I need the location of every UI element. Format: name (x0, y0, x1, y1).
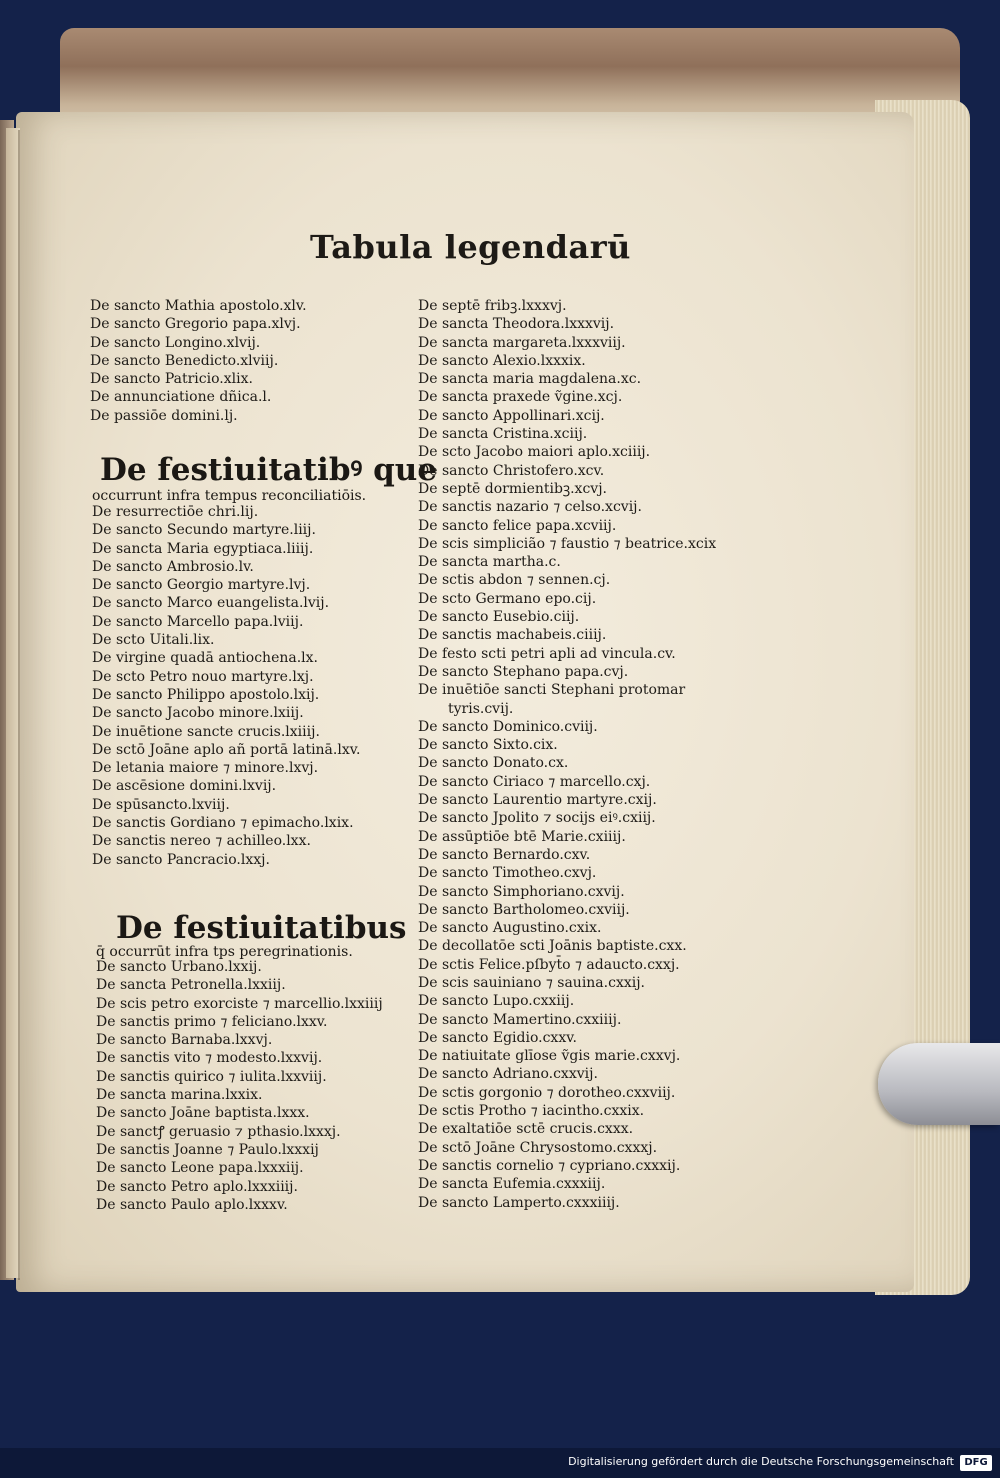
toc-entry: De sancto Longino.xlvij. (90, 334, 261, 351)
toc-entry: De resurrectiōe chri.lij. (92, 504, 259, 520)
section-two-subheading: q̄ occurrūt infra tps peregrinationis. (96, 944, 353, 960)
toc-entry: De sancto Jpolito ⁊ socijs eiꝰ.cxiij. (418, 810, 656, 827)
toc-entry: De sancta maria magdalena.xc. (418, 371, 642, 388)
toc-entry: De sancto Paulo aplo.lxxxv. (96, 1196, 288, 1213)
toc-entry: De sancto Dominico.cviij. (418, 718, 598, 735)
toc-entry: De scto Uitali.lix. (92, 632, 215, 649)
toc-entry: De sanctis quirico ⁊ iulita.lxxviij. (96, 1068, 327, 1085)
toc-entry: De scis sauiniano ⁊ sauina.cxxij. (418, 974, 646, 991)
toc-entry: De sancto Eusebio.ciij. (418, 609, 580, 626)
toc-entry: De sanctis nazario ⁊ celso.xcvij. (418, 499, 642, 516)
toc-entry: De sctō Joāne Chrysostomo.cxxxj. (418, 1139, 658, 1156)
toc-entry: tyris.cvij. (448, 700, 514, 717)
toc-entry: De sancto Ambrosio.lv. (92, 558, 254, 575)
toc-entry: De sancto Secundo martyre.liij. (92, 522, 316, 539)
toc-entry: De sancta martha.c. (418, 554, 561, 571)
toc-entry: De sancto Leone papa.lxxxiij. (96, 1160, 304, 1177)
left-column-c (96, 958, 383, 1214)
toc-entry: De sancta Petronella.lxxiij. (96, 977, 286, 994)
toc-entry: De sancto Appollinari.xcij. (418, 407, 605, 424)
toc-entry: De sanctis cornelio ⁊ cypriano.cxxxij. (418, 1157, 681, 1174)
toc-entry: De sancto Bartholomeo.cxviij. (418, 901, 630, 918)
toc-entry: De scto Jacobo maiori aplo.xciiij. (418, 444, 651, 461)
toc-entry: De sancto Philippo apostolo.lxij. (92, 686, 320, 703)
toc-entry: De sancto Patricio.xlix. (90, 371, 253, 388)
page-title: Tabula legendarū (310, 228, 631, 266)
toc-entry: De sancto Mathia apostolo.xlv. (90, 298, 307, 314)
toc-entry: De sctis gorgonio ⁊ dorotheo.cxxviij. (418, 1084, 676, 1101)
toc-entry: De sancto Barnaba.lxxvj. (96, 1032, 273, 1049)
toc-entry: De septē fribꝫ.lxxxvj. (418, 298, 567, 314)
toc-entry: De sancto Marco euangelista.lvij. (92, 595, 330, 612)
footer-credit: Digitalisierung gefördert durch die Deutsche Forschungsgemeinschaft (568, 1455, 954, 1468)
toc-entry: De sancta Theodora.lxxxvij. (418, 316, 615, 333)
toc-entry: De sanctꝭ geruasio ⁊ pthasio.lxxxj. (96, 1123, 341, 1140)
gutter-line (18, 130, 20, 1280)
toc-entry: De inuētiōe sancti Stephani protomar (418, 682, 686, 699)
section-one-subheading: occurrunt infra tempus reconciliatiōis. (92, 488, 367, 504)
toc-entry: De septē dormientibꝫ.xcvj. (418, 480, 607, 497)
footer-bar (0, 1448, 1000, 1478)
toc-entry: De scis petro exorciste ⁊ marcellio.lxxiiij (96, 995, 383, 1012)
section-two-heading: De festiuitatibus (116, 910, 407, 946)
toc-entry: De virgine quadā antiochena.lx. (92, 650, 318, 667)
toc-entry: De sctis Felice.pſbyt̄o ⁊ adaucto.cxxj. (418, 956, 680, 973)
toc-entry: De natiuitate glīose ṽgis marie.cxxvj. (418, 1048, 681, 1065)
toc-entry: De sancto Timotheo.cxvj. (418, 865, 597, 882)
toc-entry: De sancto Alexio.lxxxix. (418, 352, 586, 369)
toc-entry: De sanctis Gordiano ⁊ epimacho.lxix. (92, 815, 354, 832)
toc-entry: De sancto Lamperto.cxxxiiij. (418, 1194, 620, 1211)
toc-entry: De sanctis machabeis.ciiij. (418, 627, 607, 644)
toc-entry: De sctis abdon ⁊ sennen.cj. (418, 572, 611, 589)
toc-entry: De sancta Cristina.xciij. (418, 426, 588, 443)
toc-entry: De spūsancto.lxviij. (92, 796, 230, 813)
toc-entry: De sancto Joāne baptista.lxxx. (96, 1105, 310, 1122)
toc-entry: De sancta Eufemia.cxxxiij. (418, 1176, 606, 1193)
toc-entry: De sancto Ciriaco ⁊ marcello.cxj. (418, 773, 651, 790)
dfg-logo: DFG (960, 1455, 992, 1471)
toc-entry: De sancta margareta.lxxxviij. (418, 334, 626, 351)
toc-entry: De decollatōe scti Joānis baptiste.cxx. (418, 938, 687, 955)
toc-entry: De sancto Georgio martyre.lvj. (92, 577, 311, 594)
toc-entry: De sancto Marcello papa.lviij. (92, 613, 304, 630)
toc-entry: De annunciatione dñica.l. (90, 389, 272, 406)
toc-entry: De sanctis primo ⁊ feliciano.lxxv. (96, 1013, 328, 1030)
toc-entry: De sancto Laurentio martyre.cxij. (418, 792, 657, 809)
toc-entry: De sancto Jacobo minore.lxiij. (92, 705, 304, 722)
toc-entry: De letania maiore ⁊ minore.lxvj. (92, 760, 319, 777)
toc-entry: De sctō Joāne aplo añ portā latinā.lxv. (92, 741, 361, 758)
toc-entry: De sancto Stephano papa.cvj. (418, 663, 629, 680)
toc-entry: De sanctis nereo ⁊ achilleo.lxx. (92, 833, 311, 850)
toc-entry: De sancto felice papa.xcviij. (418, 517, 617, 534)
section-one-heading: De festiuitatibꝰ que (100, 452, 438, 488)
toc-entry: De passiōe domini.lj. (90, 407, 238, 424)
right-column (418, 297, 716, 1212)
toc-entry: De sancto Mamertino.cxxiiij. (418, 1011, 622, 1028)
page-clip (878, 1043, 1000, 1125)
toc-entry: De sancto Christofero.xcv. (418, 462, 605, 479)
toc-entry: De assūptiōe btē Marie.cxiiij. (418, 828, 626, 845)
toc-entry: De sancta marina.lxxix. (96, 1087, 263, 1104)
left-column-a (90, 297, 307, 425)
toc-entry: De sancto Pancracio.lxxj. (92, 851, 270, 868)
toc-entry: De sancto Benedicto.xlviij. (90, 352, 279, 369)
toc-entry: De sancto Gregorio papa.xlvj. (90, 316, 301, 333)
toc-entry: De scis simplicião ⁊ faustio ⁊ beatrice.xcix (418, 535, 717, 552)
toc-entry: De sancto Lupo.cxxiij. (418, 993, 575, 1010)
toc-entry: De scto Germano epo.cij. (418, 590, 597, 607)
toc-entry: De sancto Simphoriano.cxvij. (418, 883, 625, 900)
toc-entry: De sanctis vito ⁊ modesto.lxxvij. (96, 1050, 323, 1067)
toc-entry: De sancto Egidio.cxxv. (418, 1029, 577, 1046)
toc-entry: De sancto Adriano.cxxvij. (418, 1066, 598, 1083)
toc-entry: De festo scti petri apli ad vincula.cv. (418, 645, 676, 662)
toc-entry: De sanctis Joanne ⁊ Paulo.lxxxij (96, 1141, 319, 1158)
toc-entry: De scto Petro nouo martyre.lxj. (92, 668, 314, 685)
toc-entry: De sancta Maria egyptiaca.liiij. (92, 540, 314, 557)
toc-entry: De sancto Bernardo.cxv. (418, 846, 591, 863)
toc-entry: De sancto Petro aplo.lxxxiiij. (96, 1178, 298, 1195)
toc-entry: De sancto Sixto.cix. (418, 737, 558, 754)
toc-entry: De sancto Augustino.cxix. (418, 920, 602, 937)
toc-entry: De inuētione sancte crucis.lxiiij. (92, 723, 320, 740)
toc-entry: De sancta praxede ṽgine.xcj. (418, 389, 623, 406)
toc-entry: De exaltatiōe sctē crucis.cxxx. (418, 1121, 634, 1138)
toc-entry: De sancto Donato.cx. (418, 755, 569, 772)
toc-entry: De sctis Protho ⁊ iacintho.cxxix. (418, 1103, 645, 1120)
toc-entry: De ascēsione domini.lxvij. (92, 778, 277, 795)
toc-entry: De sancto Urbano.lxxij. (96, 959, 262, 975)
left-column-b (92, 503, 360, 869)
